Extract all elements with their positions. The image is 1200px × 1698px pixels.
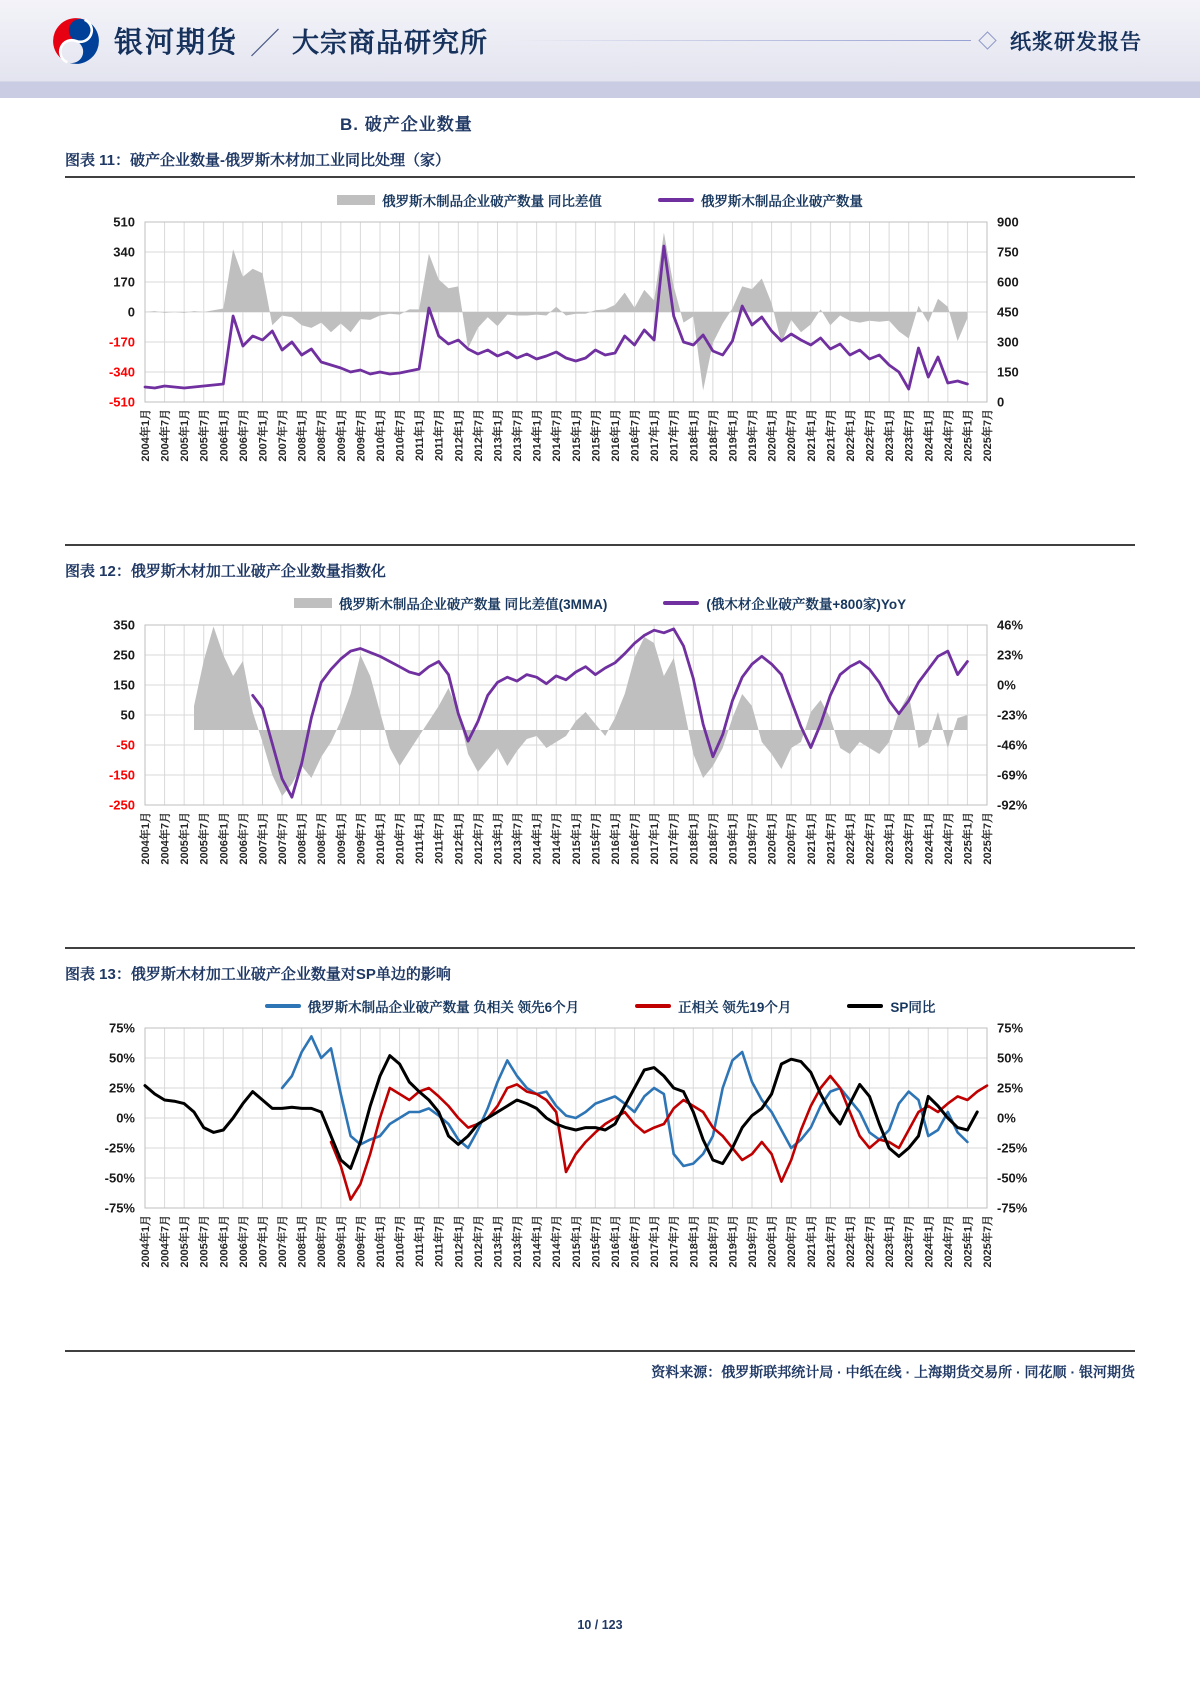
- department-name: 大宗商品研究所: [292, 28, 489, 58]
- svg-text:2022年7月: 2022年7月: [864, 1215, 877, 1268]
- svg-text:2013年1月: 2013年1月: [492, 1215, 505, 1268]
- svg-text:2006年7月: 2006年7月: [237, 409, 250, 462]
- svg-text:2017年7月: 2017年7月: [668, 1215, 681, 1268]
- svg-text:75%: 75%: [108, 1020, 135, 1036]
- svg-text:2010年1月: 2010年1月: [374, 812, 387, 865]
- svg-text:2015年1月: 2015年1月: [570, 409, 583, 462]
- svg-text:2013年7月: 2013年7月: [512, 1215, 525, 1268]
- svg-text:2014年7月: 2014年7月: [551, 1215, 564, 1268]
- legend-swatch: [265, 1004, 301, 1008]
- svg-text:-69%: -69%: [997, 767, 1028, 783]
- svg-text:2023年7月: 2023年7月: [903, 812, 916, 865]
- svg-text:2014年7月: 2014年7月: [551, 812, 564, 865]
- svg-text:2022年1月: 2022年1月: [844, 1215, 857, 1268]
- chart-12-title: 图表 12：俄罗斯木材加工业破产企业数量指数化: [65, 563, 386, 580]
- svg-text:2015年7月: 2015年7月: [590, 409, 603, 462]
- svg-text:2006年7月: 2006年7月: [237, 812, 250, 865]
- svg-text:2018年1月: 2018年1月: [688, 409, 701, 462]
- svg-text:2025年7月: 2025年7月: [982, 409, 994, 462]
- svg-text:2016年1月: 2016年1月: [609, 1215, 622, 1268]
- svg-text:2024年7月: 2024年7月: [942, 812, 955, 865]
- brand-separator: ／: [250, 27, 281, 61]
- svg-text:2020年7月: 2020年7月: [786, 812, 799, 865]
- svg-text:2016年1月: 2016年1月: [609, 812, 622, 865]
- svg-text:2021年1月: 2021年1月: [805, 409, 818, 462]
- page-number: 10 / 123: [577, 1618, 623, 1632]
- svg-text:2022年7月: 2022年7月: [864, 409, 877, 462]
- svg-text:2014年1月: 2014年1月: [531, 812, 544, 865]
- svg-text:2007年1月: 2007年1月: [257, 812, 270, 865]
- block-separator-2: [65, 947, 1135, 949]
- svg-text:2009年1月: 2009年1月: [335, 812, 348, 865]
- svg-text:2021年7月: 2021年7月: [825, 1215, 838, 1268]
- diamond-icon: [978, 31, 996, 49]
- svg-text:0%: 0%: [116, 1110, 135, 1126]
- svg-text:2015年7月: 2015年7月: [590, 1215, 603, 1268]
- svg-text:2018年1月: 2018年1月: [688, 1215, 701, 1268]
- chart-13-plot: [65, 1020, 1135, 1320]
- svg-text:50%: 50%: [108, 1050, 135, 1066]
- svg-text:2009年7月: 2009年7月: [355, 409, 368, 462]
- svg-text:2013年1月: 2013年1月: [492, 409, 505, 462]
- svg-text:25%: 25%: [997, 1080, 1024, 1096]
- svg-text:-25%: -25%: [104, 1140, 135, 1156]
- svg-text:2020年7月: 2020年7月: [786, 409, 799, 462]
- svg-text:2006年1月: 2006年1月: [218, 1215, 231, 1268]
- svg-text:0: 0: [997, 394, 1005, 410]
- svg-text:2023年7月: 2023年7月: [903, 1215, 916, 1268]
- svg-text:2023年1月: 2023年1月: [884, 812, 897, 865]
- svg-text:2010年1月: 2010年1月: [374, 409, 387, 462]
- legend-item: [265, 996, 580, 1016]
- svg-text:750: 750: [997, 244, 1019, 260]
- source-note: 资料来源：俄罗斯联邦统计局 · 中纸在线 · 上海期货交易所 · 同花顺 · 银河期货: [651, 1364, 1135, 1380]
- svg-text:2006年1月: 2006年1月: [218, 812, 231, 865]
- svg-text:2004年1月: 2004年1月: [140, 812, 152, 865]
- svg-text:2013年7月: 2013年7月: [512, 812, 525, 865]
- svg-text:2005年1月: 2005年1月: [179, 812, 192, 865]
- svg-text:2012年1月: 2012年1月: [453, 409, 466, 462]
- svg-text:-23%: -23%: [997, 707, 1028, 723]
- svg-text:2005年7月: 2005年7月: [198, 409, 211, 462]
- svg-text:2024年1月: 2024年1月: [923, 812, 936, 865]
- svg-text:2017年1月: 2017年1月: [649, 812, 662, 865]
- chart-13-legend: [65, 996, 1135, 1016]
- header-divider-line: [514, 40, 971, 41]
- svg-text:23%: 23%: [997, 647, 1024, 663]
- svg-text:2010年7月: 2010年7月: [394, 409, 407, 462]
- svg-text:50: 50: [120, 707, 135, 723]
- svg-text:250: 250: [113, 647, 135, 663]
- chart-block-11: [65, 149, 1135, 514]
- svg-text:2012年7月: 2012年7月: [472, 1215, 485, 1268]
- legend-item: [663, 593, 906, 613]
- svg-text:2025年1月: 2025年1月: [962, 409, 975, 462]
- svg-text:2024年1月: 2024年1月: [923, 1215, 936, 1268]
- svg-text:2024年1月: 2024年1月: [923, 409, 936, 462]
- page-header: [0, 0, 1200, 82]
- legend-label: SP同比: [890, 1000, 936, 1015]
- svg-text:2012年1月: 2012年1月: [453, 1215, 466, 1268]
- svg-text:2006年1月: 2006年1月: [218, 409, 231, 462]
- svg-text:2025年7月: 2025年7月: [982, 1215, 994, 1268]
- svg-text:2025年7月: 2025年7月: [982, 812, 994, 865]
- svg-text:2017年7月: 2017年7月: [668, 409, 681, 462]
- legend-label: 正相关 领先19个月: [678, 1000, 792, 1015]
- svg-text:2012年7月: 2012年7月: [472, 409, 485, 462]
- svg-text:150: 150: [113, 677, 135, 693]
- legend-swatch: [294, 598, 332, 608]
- svg-text:2021年1月: 2021年1月: [805, 812, 818, 865]
- svg-text:2023年1月: 2023年1月: [884, 1215, 897, 1268]
- svg-text:2015年1月: 2015年1月: [570, 812, 583, 865]
- svg-text:0%: 0%: [997, 1110, 1016, 1126]
- legend-swatch: [658, 198, 694, 202]
- svg-text:-50%: -50%: [997, 1170, 1028, 1186]
- footer-rule: [65, 1350, 1135, 1352]
- svg-text:2011年7月: 2011年7月: [433, 409, 446, 461]
- svg-text:2021年1月: 2021年1月: [805, 1215, 818, 1268]
- svg-text:2018年1月: 2018年1月: [688, 812, 701, 865]
- svg-text:2004年1月: 2004年1月: [140, 409, 152, 462]
- legend-label: 俄罗斯木制品企业破产数量 负相关 领先6个月: [307, 1000, 580, 1015]
- svg-text:75%: 75%: [997, 1020, 1024, 1036]
- svg-text:600: 600: [997, 274, 1019, 290]
- chart-block-13: [65, 947, 1135, 1320]
- svg-text:2019年7月: 2019年7月: [747, 409, 760, 462]
- section-heading: B. 破产企业数量: [340, 115, 473, 134]
- svg-text:2019年7月: 2019年7月: [747, 812, 760, 865]
- legend-swatch: [847, 1004, 883, 1008]
- svg-text:2006年7月: 2006年7月: [237, 1215, 250, 1268]
- svg-text:-50%: -50%: [104, 1170, 135, 1186]
- legend-item: [847, 996, 935, 1016]
- svg-text:2018年7月: 2018年7月: [707, 409, 720, 462]
- svg-text:2008年7月: 2008年7月: [316, 812, 329, 865]
- svg-text:2025年1月: 2025年1月: [962, 1215, 975, 1268]
- svg-text:2016年7月: 2016年7月: [629, 409, 642, 462]
- svg-text:2016年7月: 2016年7月: [629, 812, 642, 865]
- svg-text:2004年1月: 2004年1月: [140, 1215, 152, 1268]
- svg-text:2007年1月: 2007年1月: [257, 1215, 270, 1268]
- legend-label: 俄罗斯木制品企业破产数量 同比差值(3MMA): [338, 597, 608, 612]
- svg-text:340: 340: [113, 244, 135, 260]
- svg-text:-340: -340: [108, 364, 135, 380]
- svg-text:2019年1月: 2019年1月: [727, 1215, 740, 1268]
- svg-text:2024年7月: 2024年7月: [942, 1215, 955, 1268]
- chart-12-plot: [65, 617, 1135, 917]
- svg-text:2005年1月: 2005年1月: [179, 409, 192, 462]
- chart-12-legend: [65, 593, 1135, 613]
- svg-text:2008年1月: 2008年1月: [296, 812, 309, 865]
- svg-text:2010年7月: 2010年7月: [394, 1215, 407, 1268]
- svg-text:46%: 46%: [997, 617, 1024, 633]
- svg-text:2005年7月: 2005年7月: [198, 812, 211, 865]
- svg-text:2016年7月: 2016年7月: [629, 1215, 642, 1268]
- svg-text:0%: 0%: [997, 677, 1016, 693]
- svg-text:2012年7月: 2012年7月: [472, 812, 485, 865]
- svg-text:2007年7月: 2007年7月: [277, 812, 290, 865]
- svg-text:2013年7月: 2013年7月: [512, 409, 525, 462]
- svg-text:2023年1月: 2023年1月: [884, 409, 897, 462]
- svg-text:170: 170: [113, 274, 135, 290]
- svg-text:2011年1月: 2011年1月: [414, 409, 427, 461]
- galaxy-futures-logo-icon: [52, 17, 100, 65]
- svg-text:2005年1月: 2005年1月: [179, 1215, 192, 1268]
- chart-block-12: [65, 544, 1135, 917]
- svg-text:2011年1月: 2011年1月: [414, 812, 427, 864]
- legend-item: [294, 593, 608, 613]
- svg-text:2004年7月: 2004年7月: [159, 409, 172, 462]
- svg-text:-25%: -25%: [997, 1140, 1028, 1156]
- svg-text:2008年7月: 2008年7月: [316, 409, 329, 462]
- svg-text:2020年1月: 2020年1月: [766, 409, 779, 462]
- svg-text:450: 450: [997, 304, 1019, 320]
- chart-11-title-rule: [65, 176, 1135, 178]
- svg-text:2024年7月: 2024年7月: [942, 409, 955, 462]
- svg-text:2017年1月: 2017年1月: [649, 1215, 662, 1268]
- svg-text:25%: 25%: [108, 1080, 135, 1096]
- svg-text:-75%: -75%: [997, 1200, 1028, 1216]
- block-separator-1: [65, 544, 1135, 546]
- legend-swatch: [663, 601, 699, 605]
- svg-text:-50: -50: [116, 737, 135, 753]
- legend-label: 俄罗斯木制品企业破产数量 同比差值: [382, 194, 602, 209]
- svg-text:2010年7月: 2010年7月: [394, 812, 407, 865]
- svg-text:300: 300: [997, 334, 1019, 350]
- svg-text:2015年7月: 2015年7月: [590, 812, 603, 865]
- svg-text:2007年1月: 2007年1月: [257, 409, 270, 462]
- svg-text:2013年1月: 2013年1月: [492, 812, 505, 865]
- svg-text:2004年7月: 2004年7月: [159, 1215, 172, 1268]
- legend-item: [635, 996, 791, 1016]
- svg-text:2011年1月: 2011年1月: [414, 1215, 427, 1267]
- svg-text:2021年7月: 2021年7月: [825, 409, 838, 462]
- svg-text:2008年1月: 2008年1月: [296, 1215, 309, 1268]
- svg-text:0: 0: [127, 304, 135, 320]
- svg-text:2009年1月: 2009年1月: [335, 409, 348, 462]
- svg-text:2014年7月: 2014年7月: [551, 409, 564, 462]
- svg-text:2025年1月: 2025年1月: [962, 812, 975, 865]
- svg-text:2020年1月: 2020年1月: [766, 1215, 779, 1268]
- svg-text:50%: 50%: [997, 1050, 1024, 1066]
- legend-label: (俄木材企业破产数量+800家)YoY: [706, 597, 907, 612]
- svg-text:2022年1月: 2022年1月: [844, 812, 857, 865]
- svg-text:2011年7月: 2011年7月: [433, 1215, 446, 1267]
- svg-text:2009年1月: 2009年1月: [335, 1215, 348, 1268]
- chart-11-legend: [65, 190, 1135, 210]
- chart-11-plot: [65, 214, 1135, 514]
- legend-swatch: [635, 1004, 671, 1008]
- svg-text:-75%: -75%: [104, 1200, 135, 1216]
- svg-text:2009年7月: 2009年7月: [355, 1215, 368, 1268]
- svg-text:2016年1月: 2016年1月: [609, 409, 622, 462]
- svg-text:2019年7月: 2019年7月: [747, 1215, 760, 1268]
- svg-text:-170: -170: [108, 334, 135, 350]
- svg-text:2017年1月: 2017年1月: [649, 409, 662, 462]
- legend-item: [658, 190, 863, 210]
- report-type-label: 纸浆研发报告: [1010, 30, 1142, 54]
- svg-text:2018年7月: 2018年7月: [707, 1215, 720, 1268]
- svg-text:2008年7月: 2008年7月: [316, 1215, 329, 1268]
- svg-text:2004年7月: 2004年7月: [159, 812, 172, 865]
- svg-text:-250: -250: [108, 797, 135, 813]
- svg-text:2007年7月: 2007年7月: [277, 1215, 290, 1268]
- svg-text:2020年1月: 2020年1月: [766, 812, 779, 865]
- svg-text:2021年7月: 2021年7月: [825, 812, 838, 865]
- svg-text:2019年1月: 2019年1月: [727, 409, 740, 462]
- svg-text:2018年7月: 2018年7月: [707, 812, 720, 865]
- svg-text:-510: -510: [108, 394, 135, 410]
- brand-name: 银河期货: [114, 27, 239, 59]
- svg-text:2007年7月: 2007年7月: [277, 409, 290, 462]
- svg-text:2012年1月: 2012年1月: [453, 812, 466, 865]
- svg-text:-92%: -92%: [997, 797, 1028, 813]
- svg-text:-150: -150: [108, 767, 135, 783]
- svg-text:900: 900: [997, 214, 1019, 230]
- legend-item: [337, 190, 602, 210]
- svg-text:2022年1月: 2022年1月: [844, 409, 857, 462]
- svg-text:150: 150: [997, 364, 1019, 380]
- svg-text:2023年7月: 2023年7月: [903, 409, 916, 462]
- legend-swatch: [337, 195, 375, 205]
- svg-text:2022年7月: 2022年7月: [864, 812, 877, 865]
- svg-text:2009年7月: 2009年7月: [355, 812, 368, 865]
- svg-text:2008年1月: 2008年1月: [296, 409, 309, 462]
- header-accent-band: [0, 82, 1200, 98]
- svg-text:510: 510: [113, 214, 135, 230]
- chart-11-title: 图表 11：破产企业数量-俄罗斯木材加工业同比处理（家）: [65, 152, 451, 169]
- svg-text:-46%: -46%: [997, 737, 1028, 753]
- chart-13-title: 图表 13：俄罗斯木材加工业破产企业数量对SP单边的影响: [65, 966, 451, 983]
- svg-text:350: 350: [113, 617, 135, 633]
- svg-text:2017年7月: 2017年7月: [668, 812, 681, 865]
- svg-text:2014年1月: 2014年1月: [531, 1215, 544, 1268]
- svg-text:2014年1月: 2014年1月: [531, 409, 544, 462]
- svg-text:2019年1月: 2019年1月: [727, 812, 740, 865]
- svg-text:2005年7月: 2005年7月: [198, 1215, 211, 1268]
- legend-label: 俄罗斯木制品企业破产数量: [700, 194, 863, 209]
- svg-text:2020年7月: 2020年7月: [786, 1215, 799, 1268]
- svg-text:2010年1月: 2010年1月: [374, 1215, 387, 1268]
- svg-text:2015年1月: 2015年1月: [570, 1215, 583, 1268]
- svg-text:2011年7月: 2011年7月: [433, 812, 446, 864]
